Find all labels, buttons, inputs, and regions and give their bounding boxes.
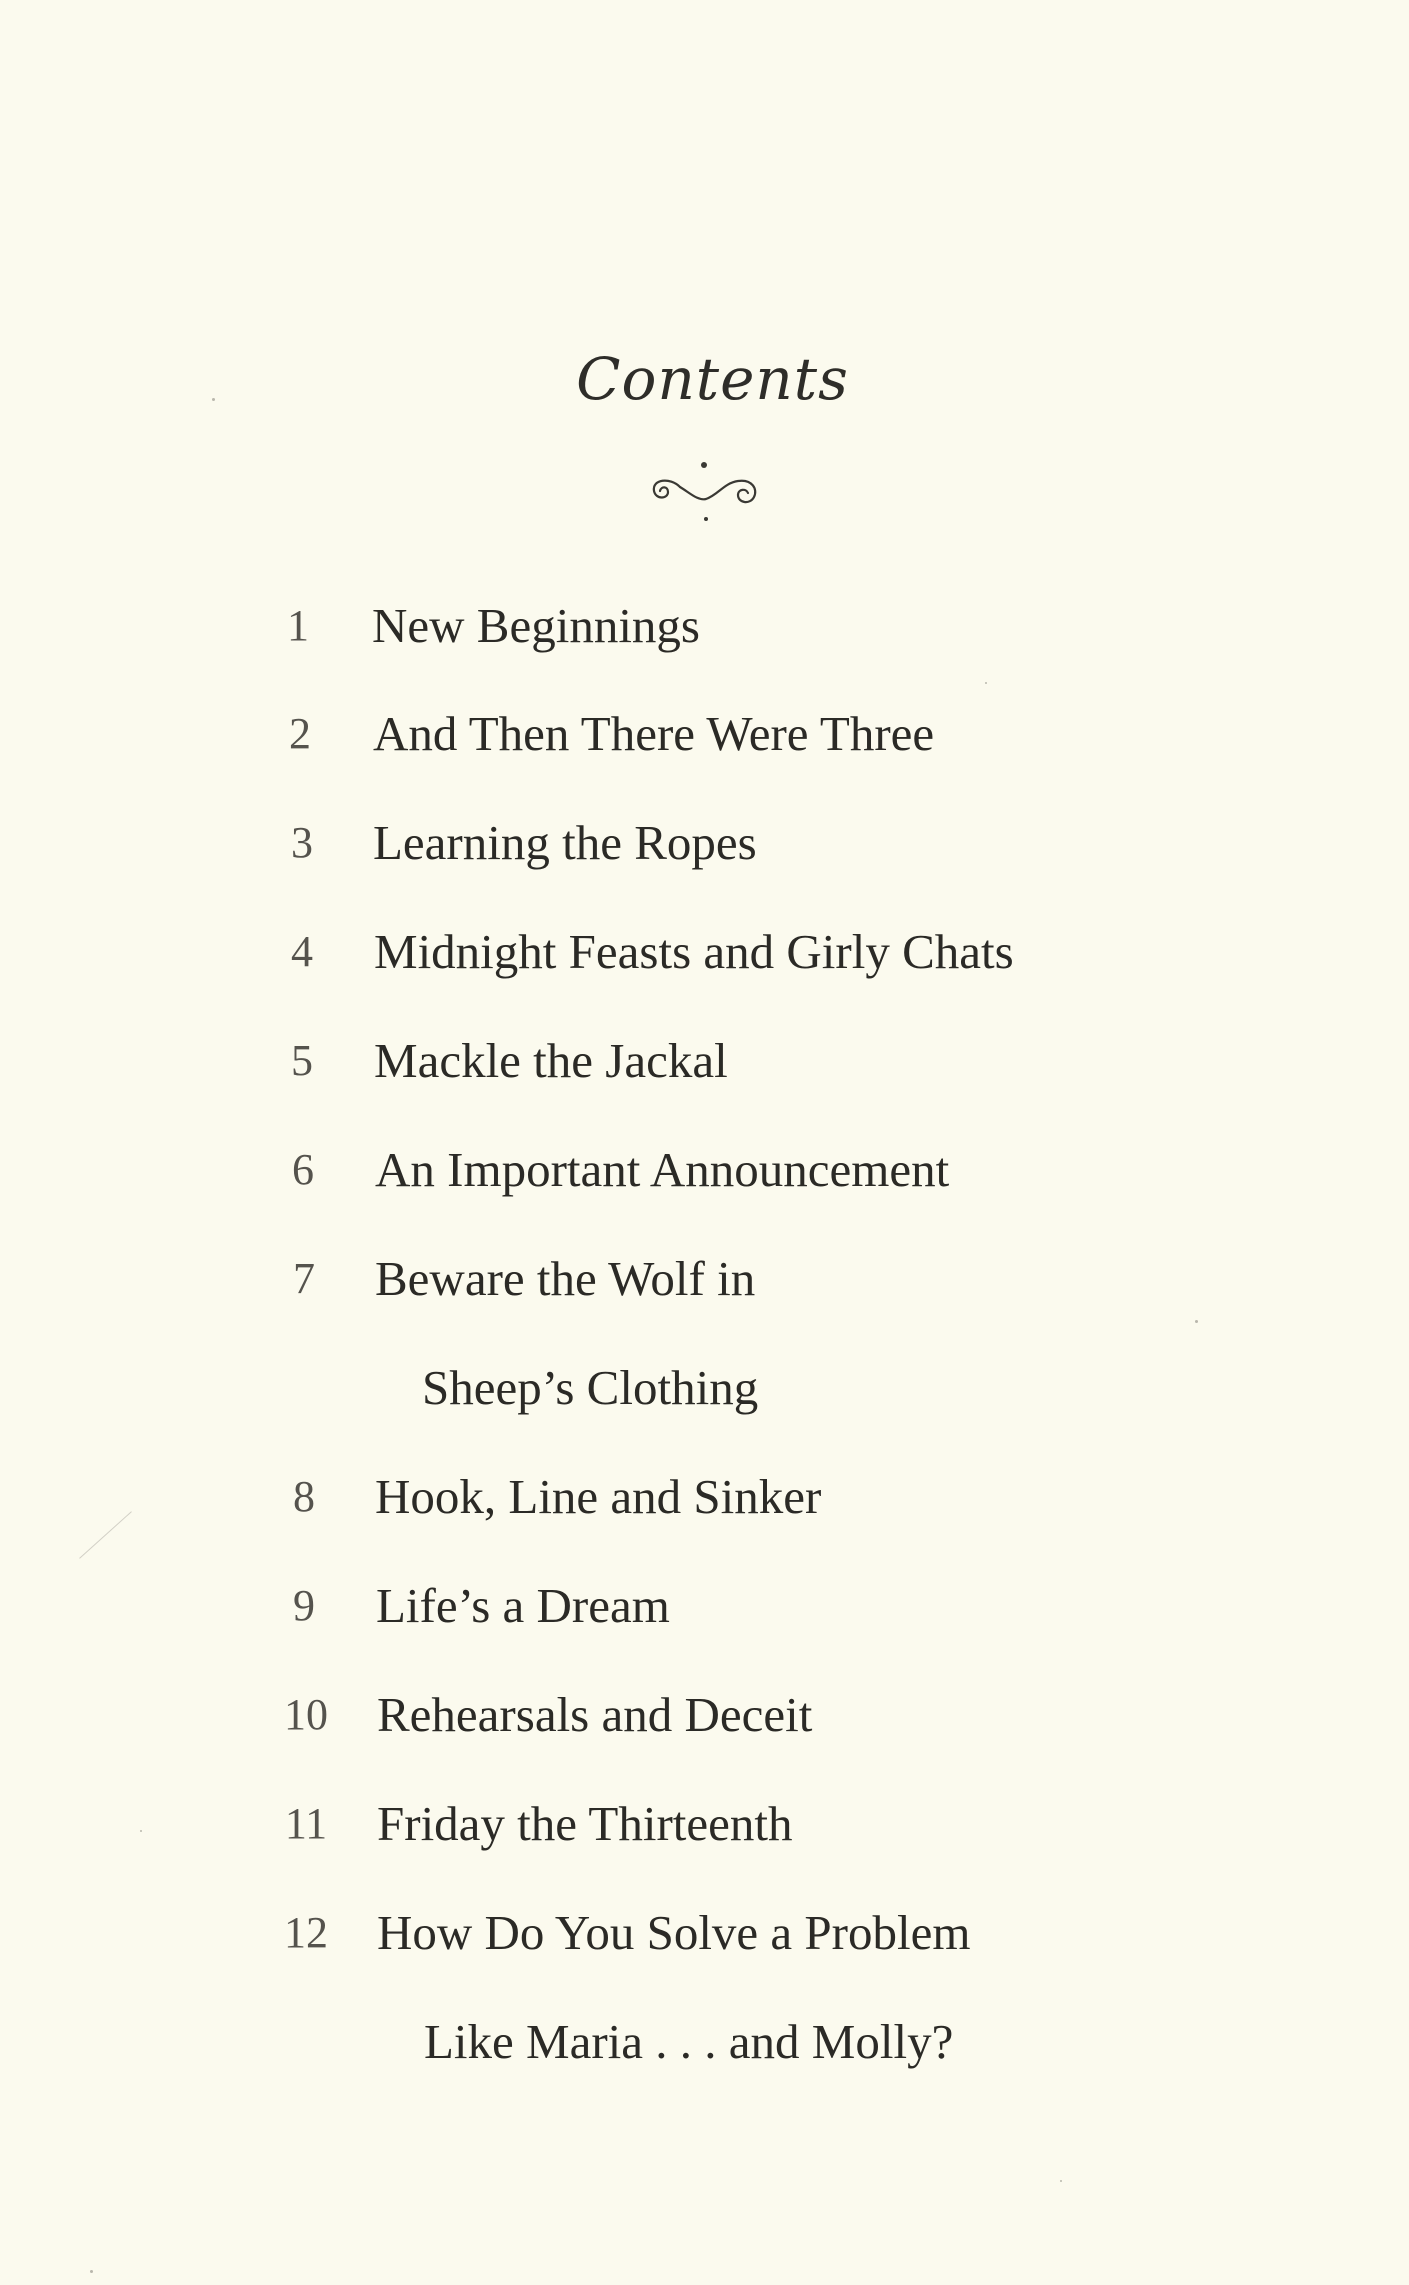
chapter-number: 10 <box>284 1690 328 1739</box>
paper-speck <box>1060 2180 1062 2182</box>
scroll-flourish-icon <box>640 445 770 535</box>
chapter-number: 7 <box>293 1254 315 1303</box>
chapter-number: 8 <box>293 1472 315 1521</box>
page-title: Contents <box>576 345 849 413</box>
chapter-number: 1 <box>287 601 309 650</box>
chapter-title: Hook, Line and Sinker <box>375 1469 822 1524</box>
chapter-title-continued: Sheep’s Clothing <box>422 1360 759 1415</box>
chapter-title: And Then There Were Three <box>373 706 935 761</box>
chapter-title: Beware the Wolf in <box>375 1251 756 1306</box>
paper-scratch <box>79 1511 132 1559</box>
chapter-title: Rehearsals and Deceit <box>377 1687 813 1742</box>
chapter-number: 11 <box>284 1799 328 1848</box>
chapter-title: How Do You Solve a Problem <box>377 1905 971 1960</box>
chapter-title: Friday the Thirteenth <box>377 1796 793 1851</box>
chapter-title: An Important Announcement <box>375 1142 950 1197</box>
chapter-number: 4 <box>291 927 313 976</box>
chapter-number: 12 <box>284 1908 328 1957</box>
chapter-title-continued: Like Maria . . . and Molly? <box>424 2014 954 2069</box>
chapter-title: Midnight Feasts and Girly Chats <box>374 924 1014 979</box>
chapter-number: 6 <box>292 1145 314 1194</box>
chapter-title: Life’s a Dream <box>376 1578 670 1633</box>
chapter-title: Mackle the Jackal <box>374 1033 728 1088</box>
paper-speck <box>1195 1320 1198 1323</box>
paper-speck <box>985 682 987 684</box>
chapter-title: New Beginnings <box>372 598 700 653</box>
paper-speck <box>212 398 215 401</box>
paper-speck <box>90 2270 93 2273</box>
chapter-number: 5 <box>291 1036 313 1085</box>
paper-speck <box>140 1830 142 1832</box>
chapter-number: 3 <box>291 818 313 867</box>
chapter-title: Learning the Ropes <box>373 815 757 870</box>
chapter-number: 2 <box>289 709 311 758</box>
chapter-number: 9 <box>293 1581 315 1630</box>
